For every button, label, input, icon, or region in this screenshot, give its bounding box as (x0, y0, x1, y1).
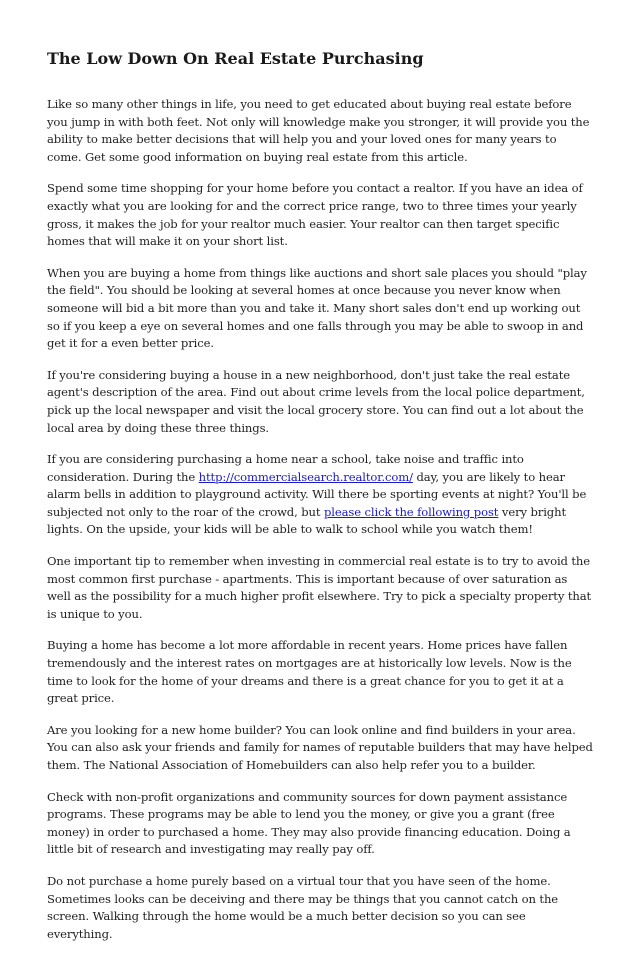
document-page (47, 48, 593, 957)
paragraph-school-text-1: If you are considering purchasing a home near a school, take noise and traffic into consideration. During the (47, 452, 524, 484)
paragraph-intro: Like so many other things in life, you need to get educated about buying real estate before you jump in with both feet. Not only will knowledge make you stronger, it will provide you the ability to make better decisions that will help you and your loved ones for many years to come. Get some good information on buying real estate from this article. (47, 97, 590, 164)
paragraph-shopping: Spend some time shopping for your home before you contact a realtor. If you have an idea of exactly what you are looking for and the correct price range, two to three times your yearly gross, it makes the job for your realtor much easier. Your realtor can then target specific homes that will make it on your short list. (47, 181, 583, 249)
paragraph-school-text-3: very bright lights. On the upside, your kids will be able to walk to school while you watch them! (47, 504, 566, 537)
commercialsearch-link[interactable]: http://commercialsearch.realtor.com/ (198, 469, 413, 484)
article-title: The Low Down On Real Estate Purchasing (47, 49, 424, 68)
paragraph-virtual-tour: Do not purchase a home purely based on a virtual tour that you have seen of the home. Sometimes looks can be deceiving and there may be things that you cannot catch on the screen. Walking through the home would be a much better decision so you can see everything. (47, 873, 559, 941)
paragraph-affordable: Buying a home has become a lot more affordable in recent years. Home prices have fallen tremendously and the interest rates on mortgages are at historically low levels. Now is the time to look for the home of your dreams and there is a great chance for you to get it at a great price. (47, 638, 572, 706)
paragraph-assistance: Check with non-profit organizations and community sources for down payment assistance programs. These programs may be able to lend you the money, or give you a grant (free money) in order to purchased a home. They may also provide financing education. Doing a little bit of research and investigating may really pay off. (47, 789, 571, 857)
paragraph-school-text-2: day, you are likely to hear alarm bells in addition to playground activity. Will there be sporting events at night? You'll be subjected not only to the roar of the crowd, but (47, 469, 587, 519)
paragraph-neighborhood: If you're considering buying a house in a new neighborhood, don't just take the real estate agent's description of the area. Find out about crime levels from the local police department, pick up the local newspaper and visit the local grocery store. You can find out a lot about the local area by doing these three things. (47, 367, 585, 435)
paragraph-auctions: When you are buying a home from things like auctions and short sale places you should "play the field". You should be looking at several homes at once because you never know when someone will bid a bit more than you and take it. Many short sales don't end up working out so if you keep a eye on several homes and one falls through you may be able to swoop in and get it for a even better price. (47, 265, 587, 351)
following-post-link[interactable]: please click the following post (323, 504, 499, 519)
paragraph-school (47, 451, 593, 539)
paragraph-commercial: One important tip to remember when investing in commercial real estate is to try to avoid the most common first purchase - apartments. This is important because of over saturation as well as the possibility for a much higher profit elsewhere. Try to pick a specialty property that is unique to you. (47, 554, 592, 621)
paragraph-builder: Are you looking for a new home builder? You can look online and find builders in your area. You can also ask your friends and family for names of reputable builders that may have helped them. The National Association of Homebuilders can also help refer you to a builder. (47, 722, 593, 772)
